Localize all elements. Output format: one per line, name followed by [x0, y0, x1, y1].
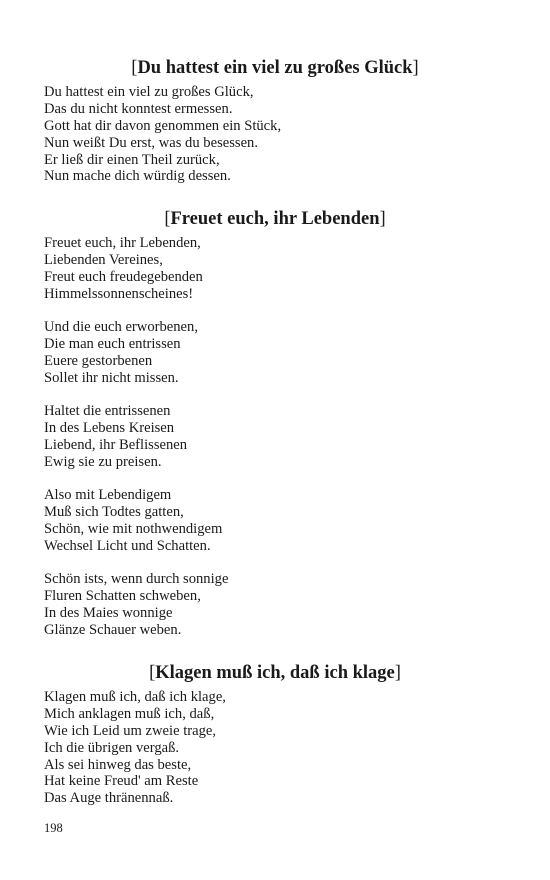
- poem-title: [0, 208, 550, 230]
- verse-line: In des Maies wonnige: [44, 604, 173, 621]
- verse-line: Liebenden Vereines,: [44, 251, 163, 268]
- verse-line: Die man euch entrissen: [44, 335, 181, 352]
- verse-line: Also mit Lebendigem: [44, 487, 172, 503]
- page-number: 198: [44, 821, 63, 835]
- verse-line: Und die euch erworbenen,: [44, 319, 198, 335]
- stanza: [44, 235, 203, 303]
- stanza: [44, 403, 187, 471]
- poem-title: [0, 57, 550, 79]
- verse-line: In des Lebens Kreisen: [44, 419, 175, 436]
- verse-line: Das du nicht konntest ermessen.: [44, 100, 233, 117]
- open-bracket: [: [131, 58, 138, 78]
- verse-line: Das Auge thränennaß.: [44, 790, 174, 807]
- verse-line: Du hattest ein viel zu großes Glück,: [44, 84, 254, 100]
- verse-line: Freut euch freudegebenden: [44, 268, 203, 285]
- stanza: [44, 571, 228, 639]
- verse-line: Liebend, ihr Beflissenen: [44, 436, 188, 453]
- close-bracket: ]: [394, 663, 401, 683]
- verse-line: Fluren Schatten schweben,: [44, 587, 201, 604]
- verse-line: Schön ists, wenn durch sonnige: [44, 571, 229, 587]
- verse-line: Euere gestorbenen: [44, 352, 153, 369]
- verse-line: Sollet ihr nicht missen.: [44, 369, 179, 386]
- stanza: [44, 487, 222, 555]
- verse-line: Ich die übrigen vergaß.: [44, 739, 180, 756]
- stanza: [44, 84, 281, 185]
- open-bracket: [: [149, 663, 156, 683]
- poem-title-text: Klagen muß ich, daß ich klage: [155, 663, 395, 683]
- verse-line: Hat keine Freud' am Reste: [44, 773, 199, 790]
- verse-line: Ewig sie zu preisen.: [44, 453, 162, 470]
- verse-line: Muß sich Todtes gatten,: [44, 503, 184, 520]
- verse-line: Haltet die entrissenen: [44, 403, 171, 419]
- open-bracket: [: [164, 209, 171, 229]
- stanza: [44, 689, 226, 807]
- verse-line: Nun weißt Du erst, was du besessen.: [44, 134, 259, 151]
- poem-title-text: Du hattest ein viel zu großes Glück: [137, 58, 413, 78]
- verse-line: Freuet euch, ihr Lebenden,: [44, 235, 201, 251]
- verse-line: Mich anklagen muß ich, daß,: [44, 705, 215, 722]
- stanza: [44, 319, 198, 387]
- verse-line: Wie ich Leid um zweie trage,: [44, 722, 217, 739]
- verse-line: Gott hat dir davon genommen ein Stück,: [44, 117, 282, 134]
- verse-line: Klagen muß ich, daß ich klage,: [44, 689, 226, 705]
- verse-line: Er ließ dir einen Theil zurück,: [44, 151, 220, 168]
- verse-line: Glänze Schauer weben.: [44, 621, 182, 638]
- verse-line: Himmelssonnenscheines!: [44, 285, 194, 302]
- close-bracket: ]: [379, 209, 386, 229]
- poem-title: [0, 662, 550, 684]
- poem-title-text: Freuet euch, ihr Lebenden: [170, 209, 380, 229]
- close-bracket: ]: [412, 58, 419, 78]
- verse-line: Nun mache dich würdig dessen.: [44, 168, 231, 185]
- verse-line: Als sei hinweg das beste,: [44, 756, 192, 773]
- verse-line: Wechsel Licht und Schatten.: [44, 537, 211, 554]
- verse-line: Schön, wie mit nothwendigem: [44, 520, 223, 537]
